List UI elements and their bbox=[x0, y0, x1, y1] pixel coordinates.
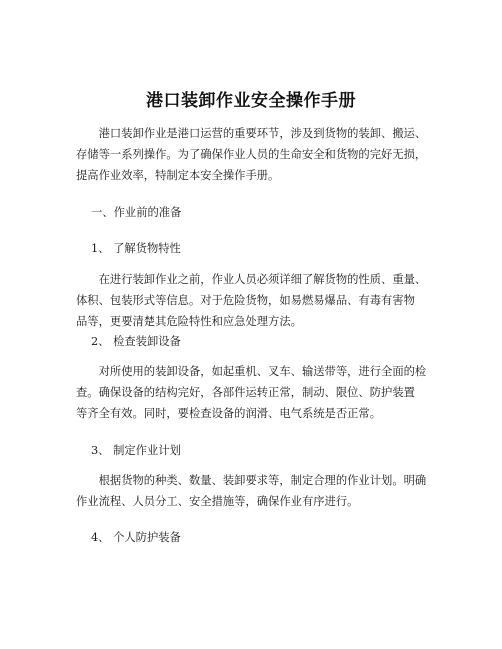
item2-line-1: 对所使用的装卸设备，如起重机、叉车、输送带等，进行全面的检 bbox=[76, 365, 427, 378]
item-heading-protective-equipment: 4、 个人防护装备 bbox=[91, 531, 181, 544]
item-paragraph-equipment-check bbox=[76, 361, 436, 424]
intro-line-1: 港口装卸作业是港口运营的重要环节，涉及到货物的装卸、搬运、 bbox=[76, 127, 427, 140]
item-heading-work-plan: 3、 制定作业计划 bbox=[91, 444, 181, 457]
intro-line-3: 提高作业效率，特制定本安全操作手册。 bbox=[76, 169, 280, 182]
item-heading-cargo-characteristics: 1、 了解货物特性 bbox=[91, 242, 181, 255]
intro-paragraph bbox=[76, 123, 436, 186]
intro-line-2: 存储等一系列操作。为了确保作业人员的生命安全和货物的完好无损， bbox=[76, 148, 427, 161]
section-heading-preparation: 一、作业前的准备 bbox=[91, 206, 182, 219]
page-title: 港口装卸作业安全操作手册 bbox=[146, 91, 356, 111]
item-heading-equipment-check: 2、 检查装卸设备 bbox=[91, 335, 181, 348]
item3-line-2: 作业流程、人员分工、安全措施等，确保作业有序进行。 bbox=[76, 495, 359, 508]
item2-line-3: 等齐全有效。同时，要检查设备的润滑、电气系统是否正常。 bbox=[76, 407, 382, 420]
item3-line-1: 根据货物的种类、数量、装卸要求等，制定合理的作业计划。明确 bbox=[76, 474, 427, 487]
item1-line-2: 体积、包装形式等信息。对于危险货物，如易燃易爆品、有毒有害物 bbox=[76, 294, 415, 307]
item-paragraph-cargo-characteristics bbox=[76, 269, 436, 332]
item2-line-2: 查。确保设备的结构完好，各部件运转正常，制动、限位、防护装置 bbox=[76, 386, 415, 399]
item-paragraph-work-plan bbox=[76, 470, 436, 512]
item1-line-3: 品等，更要清楚其危险特性和应急处理方法。 bbox=[76, 315, 302, 328]
item1-line-1: 在进行装卸作业之前，作业人员必须详细了解货物的性质、重量、 bbox=[76, 273, 427, 286]
